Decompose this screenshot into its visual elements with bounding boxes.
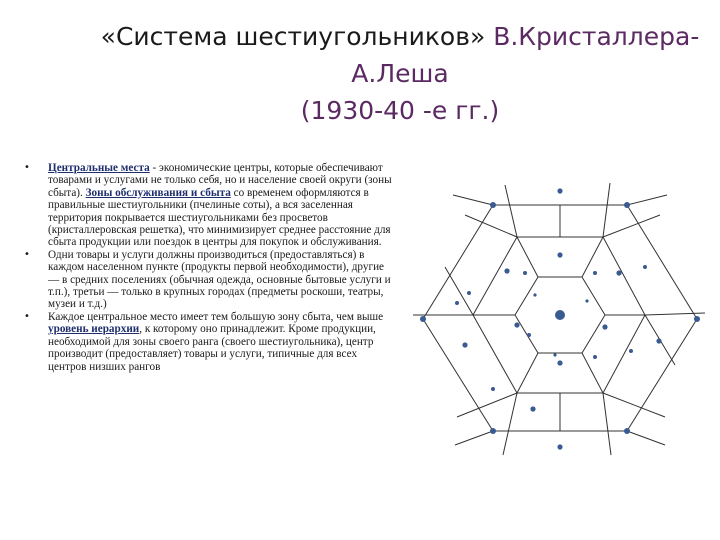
bullet-list xyxy=(24,162,394,373)
bullet-item-goods-levels xyxy=(24,249,394,311)
lattice-edge xyxy=(627,195,667,205)
title-line-3: (1930-40 -е гг.) xyxy=(300,96,500,125)
slide-title xyxy=(100,18,700,129)
lattice-edge xyxy=(603,183,610,237)
central-place-small xyxy=(455,301,459,305)
lattice-edge xyxy=(465,215,517,237)
central-place-medium xyxy=(462,342,467,347)
term-hierarchy-level: уровень иерархии xyxy=(48,323,140,336)
central-place-small xyxy=(593,355,597,359)
bullet-text: Одни товары и услуги должны производиться (предоставляться) в каждом населенном пункте (продукты первой необходимости), другие — в средних поселениях (обычная одежда, основные бытовые услуги и т.п.), третьи — только в крупных городах (предметы роскоши, театры, музеи и т.д.) xyxy=(48,248,391,311)
central-place-outer xyxy=(490,428,496,434)
lattice-edge xyxy=(455,431,493,445)
bullet-text: , к которому оно принадлежит. Кроме продукции, необходимой для зоны своего ранга (своего шестиугольника), центр производит (предоставляет) товары и услуги, типичные для всех центров низших рангов xyxy=(48,323,376,373)
lattice-edge xyxy=(645,313,705,315)
bullet-item-hierarchy xyxy=(24,311,394,373)
central-place-medium xyxy=(656,338,661,343)
bullet-text: Каждое центральное место имеет тем большую зону сбыта, чем выше xyxy=(48,310,384,323)
central-place-small xyxy=(585,299,588,302)
central-place-small xyxy=(593,271,597,275)
central-place-medium xyxy=(616,270,621,275)
central-place-small xyxy=(643,265,647,269)
title-line-2: А.Леша xyxy=(351,59,449,88)
lattice-edge xyxy=(603,393,665,417)
bullet-icon: • xyxy=(24,310,30,322)
title-quote: «Система шестиугольников» xyxy=(100,22,486,51)
lattice-edge xyxy=(503,393,517,455)
lattice-edge xyxy=(582,353,603,393)
lattice-edge xyxy=(457,393,517,417)
lattice-edge xyxy=(505,185,517,237)
central-place-medium xyxy=(602,324,607,329)
lattice-edge xyxy=(517,237,538,277)
central-place-outer xyxy=(624,428,630,434)
bullet-icon: • xyxy=(24,162,30,173)
lattice-edge xyxy=(603,393,611,455)
term-central-places: Центральные места xyxy=(48,162,150,174)
central-place-small xyxy=(533,293,536,296)
central-place-small xyxy=(527,333,531,337)
central-place-medium xyxy=(557,252,562,257)
lattice-edge xyxy=(453,195,493,205)
title-line-1 xyxy=(100,18,700,55)
central-place-outer xyxy=(694,316,700,322)
title-author: В.Кристаллера- xyxy=(485,22,700,51)
central-place-outer xyxy=(557,444,562,449)
central-place-outer xyxy=(624,202,630,208)
central-place-small xyxy=(491,387,495,391)
lattice-edge xyxy=(603,215,660,237)
central-place-medium xyxy=(514,322,519,327)
central-place-small xyxy=(629,349,633,353)
central-place-outer xyxy=(420,316,426,322)
term-service-zones: Зоны обслуживания и сбыта xyxy=(85,186,231,199)
central-place-small xyxy=(467,291,471,295)
central-place-outer xyxy=(490,202,496,208)
central-place-medium xyxy=(504,268,509,273)
hexagon-lattice-diagram xyxy=(405,155,715,485)
central-place-medium xyxy=(530,406,535,411)
central-place-outer xyxy=(557,188,562,193)
central-place-large xyxy=(555,310,565,320)
bullet-item-central-places xyxy=(24,162,394,249)
central-place-small xyxy=(553,353,556,356)
lattice-edge xyxy=(445,267,473,315)
central-place-small xyxy=(523,271,527,275)
central-place-medium xyxy=(557,360,562,365)
lattice-edge xyxy=(627,431,665,445)
bullet-text: - экономические центры, которые обеспечивают товарами и услугами не только себя, но и население своей округи (зоны сбыта). xyxy=(48,162,392,199)
bullet-text: со временем оформляются в правильные шестиугольники (пчелиные соты), а вся заселенная территория покрывается шестиугольниками без просветов (кристаллеровская решетка), что минимизирует среднее расстояние для сбыта продукции или поездок в центры для покупок и обслуживания. xyxy=(48,186,391,249)
lattice-edge xyxy=(582,237,603,277)
bullet-icon: • xyxy=(24,248,30,260)
lattice-edge xyxy=(517,353,538,393)
